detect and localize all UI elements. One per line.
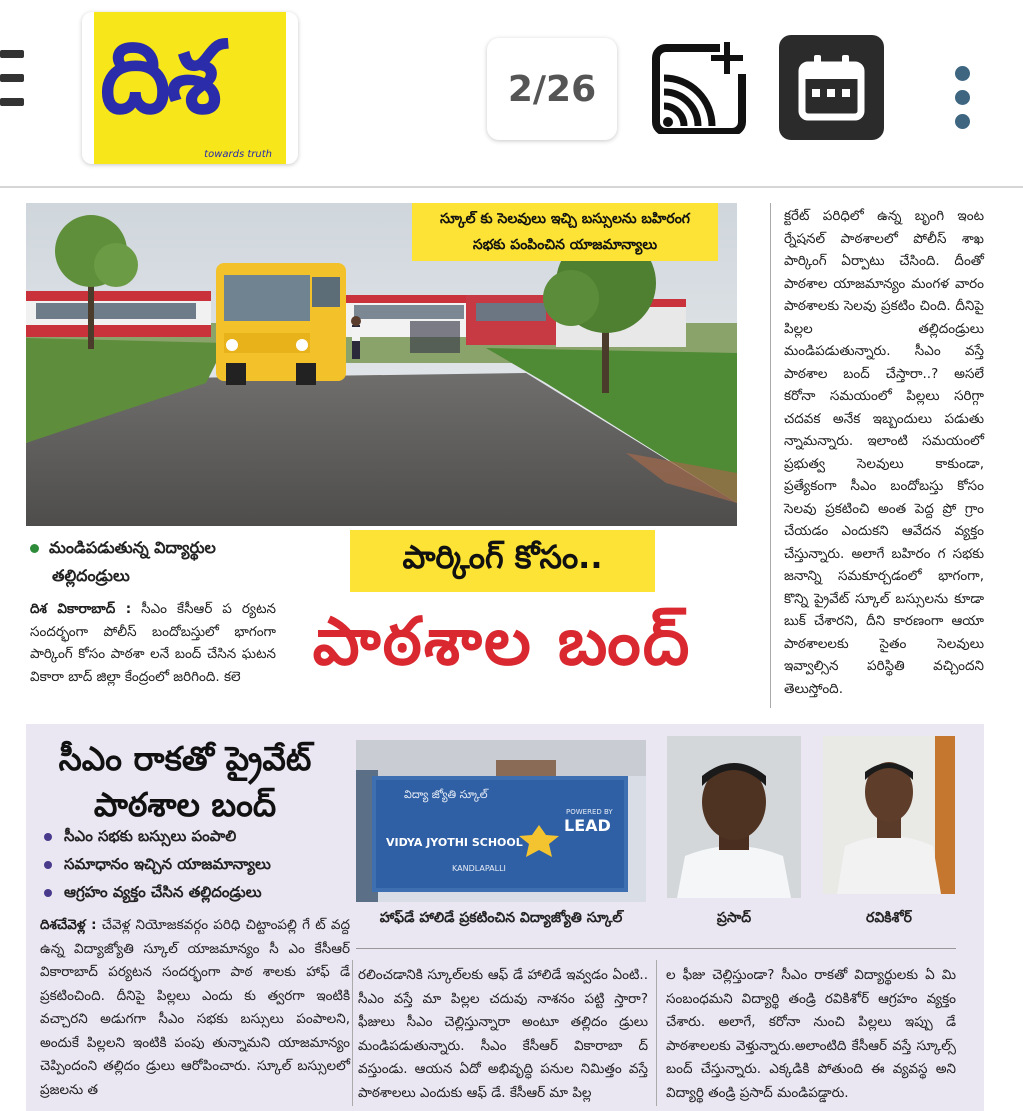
dateline: దిశచేవెళ్ల : [40,917,97,933]
logo-button[interactable] [82,12,298,164]
menu-icon[interactable] [0,50,24,106]
list-item: సీఎం సభకు బస్సులు పంపాలి [44,822,344,850]
portrait-caption-prasad: ప్రసాద్ [716,910,752,926]
dateline: దిశ వికారాబాద్ : [30,601,132,617]
bullet-icon [44,833,52,841]
portrait-ravikishore [823,736,955,894]
school-photo-caption: హాఫ్‌డే హాలిడే ప్రకటించిన విద్యాజ్యోతి స్కూల్ [379,910,623,926]
section-divider [356,948,956,949]
school-sign-brand: LEAD [564,816,611,835]
photo-caption-line-2: సభకు పంపించిన యాజమాన్యాలు [472,237,658,253]
bullet-icon [44,889,52,897]
cast-add-icon[interactable] [650,38,748,134]
page-indicator-button[interactable]: 2/26 [487,38,617,140]
side-caption-line-2: తల్లిదండ్రులు [52,566,130,585]
lower-article-title [40,736,330,828]
top-toolbar [0,0,1023,188]
list-item: సమాధానం ఇచ్చిన యాజమాన్యాలు [44,850,344,878]
school-sign-name: VIDYA JYOTHI SCHOOL [386,836,523,849]
school-sign-powered: POWERED BY [566,808,613,816]
intro-paragraph [30,598,276,688]
lower-column-3: ల ఫీజు చెల్లిస్తుండా? సీఎం రాకతో విద్యార్థులకు ఏ మి సంబంధమని విద్యార్థి తండ్రి రవికిశోర్ ఆగ్రహం వ్యక్తం చేశారు. అలాగే, కరోనా నుంచి పిల్లలు ఇప్పు డే పాఠశాలలకు వెళ్తున్నారు.అలాంటిది కేసీఆర్ వస్తే స్కూల్స్ బంద్ చేస్తున్నారు. ఎక్కడికి పోతుంది ఈ వ్యవస్థ అని విద్యార్థి తండ్రి ప్రసాద్ మండిపడ్డారు. [666,967,956,1101]
lower-title-line-1: సీఎం రాకతో ప్రైవేట్ [58,739,312,778]
photo-caption [412,203,718,261]
lower-title-line-2: పాఠశాల బంద్ [93,785,277,824]
lower-bullet-list [44,822,344,906]
lower-column-2: రలించడానికి స్కూల్‌లకు ఆఫ్ డే హాలిడే ఇవ్వడం ఏంటి.. సీఎం వస్తే మా పిల్లల చదువు నాశనం పట్టి స్తారా? ఫీజులు సీఎం చెల్లిస్తున్నారా అంటూ తల్లిదం డ్రులు మండిపడుతున్నారు. సీఎం కేసీఆర్ వికారాబా ద్ వస్తుండు. ఆయన ఏదో అభివృద్ధి పనుల నిమిత్తం వస్తే పాఠశాలలు ఎందుకు ఆఫ్ డే. కేసీఆర్ మా పిల్ల [358,967,648,1101]
lower-column-1 [40,914,350,1102]
headline: పాఠశాల బంద్ [312,603,692,680]
school-sign-telugu: విద్యా జ్యోతి స్కూల్ [404,788,488,801]
logo-text: దిశ [100,19,218,136]
more-vertical-icon[interactable] [952,62,974,132]
calendar-icon [779,35,884,140]
photo-caption-line-1: స్కూల్ కు సెలవులు ఇచ్చి బస్సులను బహిరంగ [440,211,690,227]
school-sign-place: KANDLAPALLI [452,864,506,873]
column-divider [770,203,771,708]
school-sign-photo [356,740,646,902]
portrait-prasad [667,736,801,898]
right-column-text: క్టరేట్ పరిధిలో ఉన్న బృంగి ఇంట ర్నేషనల్ పాఠశాలలో పోలీస్ శాఖ పార్కింగ్ ఏర్పాటు చేసింది. దీంతో పాఠశాల యాజమాన్యం మంగళ వారం పాఠశాలకు సెలవు ప్రకటిం చింది. దీనిపై పిల్లల తల్లిదండ్రులు మండిపడుతున్నారు. సీఎం వస్తే పాఠశాల బంద్ చేస్తారా..? అసలే కరోనా సమయంలో పిల్లలు సరిగ్గా చదవక అనేక ఇబ్బందులు పడుతు న్నామన్నారు. ఇలాంటి సమయంలో ప్రభుత్వ సెలవులు కాకుండా, ప్రత్యేకంగా సీఎం బందోబస్తు కోసం సెలవు ప్రకటించి అంత పెద్ద ప్రో గ్రాం చేయడం ఎందుకని ఆవేదన వ్యక్తం చేస్తున్నారు. అలాగే బహిరం గ సభకు జనాన్ని సమకూర్చడంలో భాగంగా, కొన్ని ప్రైవేట్ స్కూల్ బస్సులను కూడా బుక్ చేశారని, దీని కారణంగా ఆయా పాఠశాలలకు సైతం సెలవులు ఇవ్వాల్సిన పరిస్థితి వచ్చిందని తెలుస్తోంది. [784,208,984,697]
bullet-icon [44,861,52,869]
intro-text: సీఎం కేసీఆర్ ప ర్యటన సందర్భంగా పోలీస్ బందోబస్తులో భాగంగా పార్కింగ్ కోసం పాఠశా లనే బంద్ చేసిన ఘటన వికారా బాద్ జిల్లా కేంద్రంలో జరిగింది. కలె [30,601,276,685]
bullet-icon [30,544,39,553]
calendar-button[interactable] [779,35,884,140]
list-item: ఆగ్రహం వ్యక్తం చేసిన తల్లిదండ్రులు [44,878,344,906]
portrait-caption-ravikishore: రవికిశోర్ [866,910,912,926]
logo-tagline: towards truth [204,149,272,160]
lower-column-1-text: చేవెళ్ల నియోజకవర్గం పరిధి చిట్టాంపల్లి గే ట్ వద్ద ఉన్న విద్యాజ్యోతి స్కూల్ యాజమాన్యం సీ ఎం కేసీఆర్ వికారాబాద్ పర్యటన సందర్భంగా పాఠ శాలకు హాఫ్ డే ప్రకటించింది. దీనిపై పిల్లలు ఎందు కు త్వరగా ఇంటికి వచ్చారని అడుగగా సీఎం సభకు బస్సులు పంపాలని, అందుకే పిల్లలని ఇంటికి పంపు తున్నామని యాజమాన్యం చెప్పిందంని తల్లిదం డ్రులు ఆరోపించారు. స్కూల్ బస్సులలో ప్రజలను త [40,917,350,1098]
column-divider [352,960,353,1106]
logo [94,12,286,164]
headline-kicker: పార్కింగ్ కోసం.. [350,530,655,592]
side-caption [30,534,300,590]
column-divider [656,960,657,1106]
side-caption-line-1: మండిపడుతున్న విద్యార్థుల [49,538,216,557]
